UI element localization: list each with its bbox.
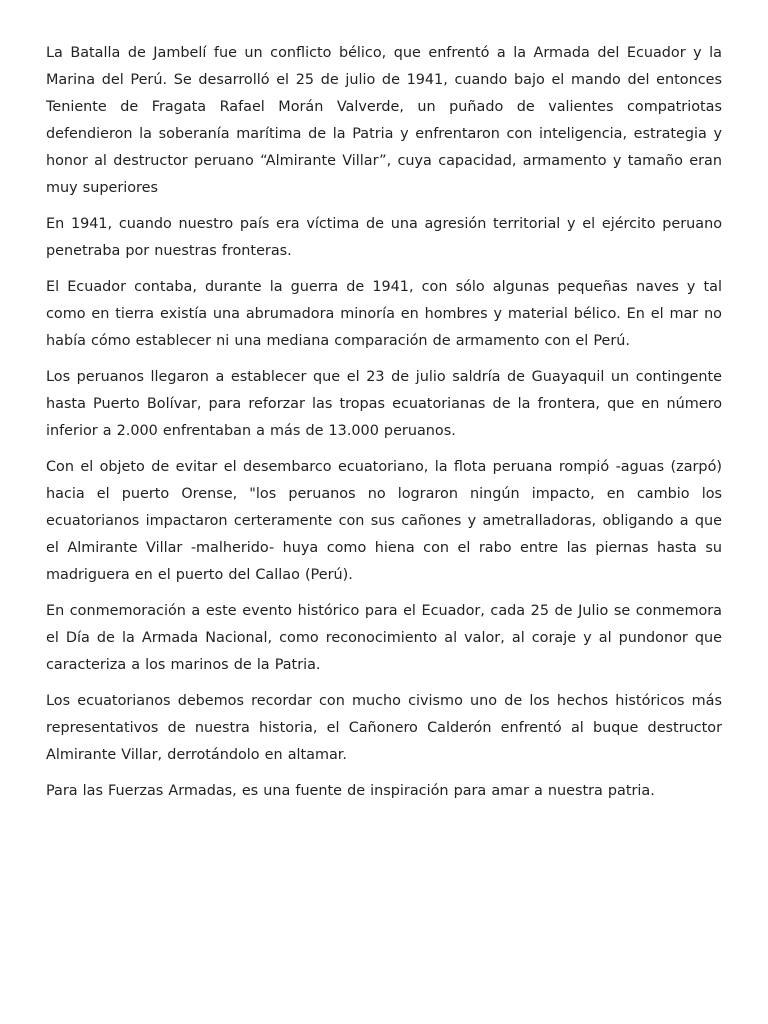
paragraph-1: La Batalla de Jambelí fue un conflicto bélico, que enfrentó a la Armada del Ecuador y la Marina del Perú. Se desarrolló el 25 de julio de 1941, cuando bajo el mando del entonces Teniente de Fragata Rafael Morán Valverde, un puñado de valientes compatriotas defendieron la soberanía marítima de la Patria y enfrentaron con inteligencia, estrategia y honor al destructor peruano “Almirante Villar”, cuya capacidad, armamento y tamaño eran muy superiores [46,45,722,196]
paragraph-7: Los ecuatorianos debemos recordar con mucho civismo uno de los hechos históricos más representativos de nuestra historia, el Cañonero Calderón enfrentó al buque destructor Almirante Villar, derrotándolo en altamar. [46,693,722,763]
paragraph-2: En 1941, cuando nuestro país era víctima de una agresión territorial y el ejército peruano penetraba por nuestras fronteras. [46,216,722,259]
paragraph-3: El Ecuador contaba, durante la guerra de 1941, con sólo algunas pequeñas naves y tal como en tierra existía una abrumadora minoría en hombres y material bélico. En el mar no había cómo establecer ni una mediana comparación de armamento con el Perú. [46,279,722,349]
paragraph-6: En conmemoración a este evento histórico para el Ecuador, cada 25 de Julio se conmemora el Día de la Armada Nacional, como reconocimiento al valor, al coraje y al pundonor que caracteriza a los marinos de la Patria. [46,603,722,673]
paragraph-5: Con el objeto de evitar el desembarco ecuatoriano, la flota peruana rompió -aguas (zarpó) hacia el puerto Orense, "los peruanos no lograron ningún impacto, en cambio los ecuatorianos impactaron certeramente con sus cañones y ametralladoras, obligando a que el Almirante Villar -malherido- huya como hiena con el rabo entre las piernas hasta su madriguera en el puerto del Callao (Perú). [46,459,722,583]
paragraph-4: Los peruanos llegaron a establecer que el 23 de julio saldría de Guayaquil un contingente hasta Puerto Bolívar, para reforzar las tropas ecuatorianas de la frontera, que en número inferior a 2.000 enfrentaban a más de 13.000 peruanos. [46,369,722,439]
document-page [46,40,722,814]
paragraph-8: Para las Fuerzas Armadas, es una fuente de inspiración para amar a nuestra patria. [46,783,655,799]
